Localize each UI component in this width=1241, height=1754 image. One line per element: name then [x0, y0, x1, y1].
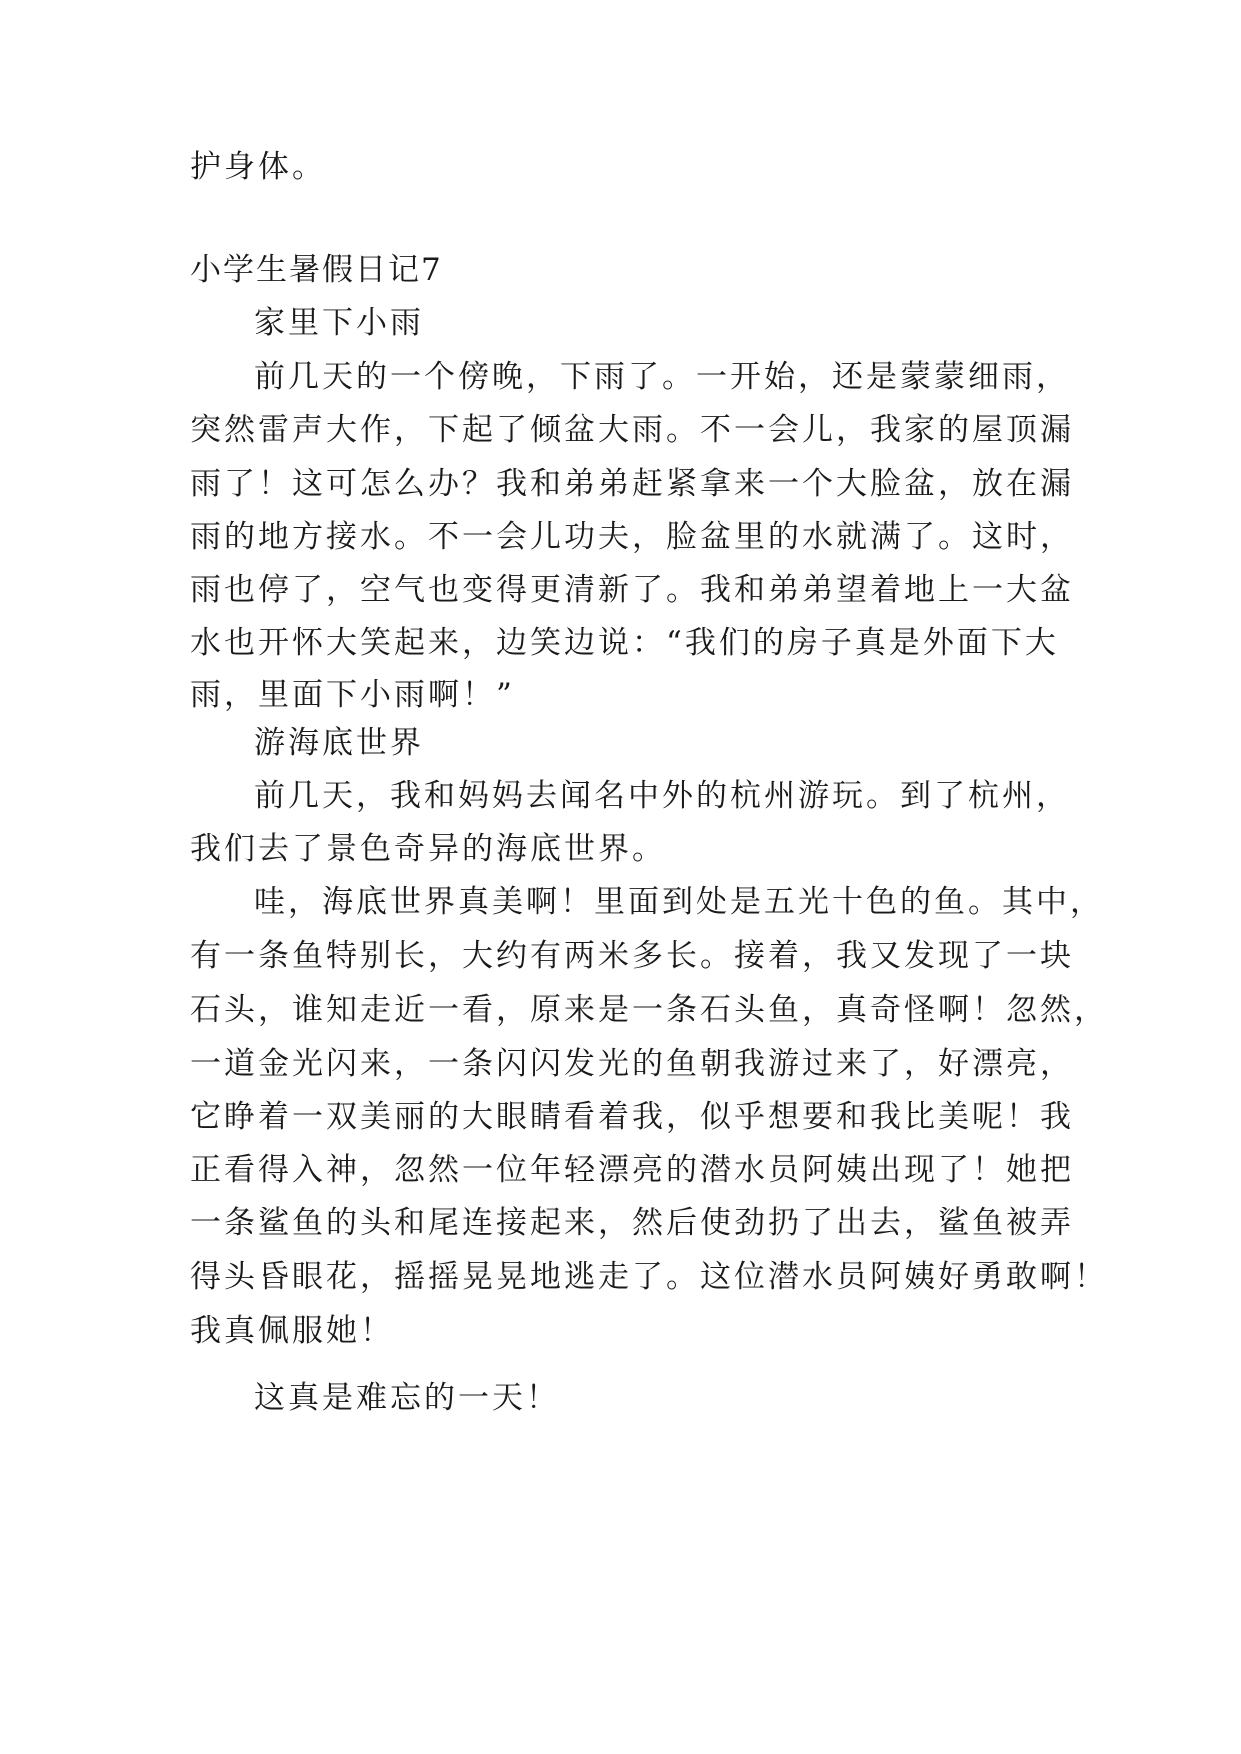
closing-line: 这真是难忘的一天！: [254, 1380, 560, 1416]
paragraph-line: 雨的地方接水。不一会儿功夫，脸盆里的水就满了。这时，: [190, 519, 1074, 555]
subheading: 家里下小雨: [254, 305, 424, 341]
paragraph-line: 突然雷声大作，下起了倾盆大雨。不一会儿，我家的屋顶漏: [190, 412, 1074, 448]
subheading: 游海底世界: [254, 725, 424, 761]
paragraph-line: 得头昏眼花，摇摇晃晃地逃走了。这位潜水员阿姨好勇敢啊！: [190, 1259, 1108, 1295]
paragraph-line: 我们去了景色奇异的海底世界。: [190, 831, 666, 867]
paragraph-line: 前几天，我和妈妈去闻名中外的杭州游玩。到了杭州，: [254, 778, 1070, 814]
section-title: 小学生暑假日记7: [190, 252, 443, 288]
text-line: 护身体。: [190, 149, 326, 185]
paragraph-line: 它睁着一双美丽的大眼睛看着我，似乎想要和我比美呢！我: [190, 1099, 1074, 1135]
paragraph-line: 一道金光闪来，一条闪闪发光的鱼朝我游过来了，好漂亮，: [190, 1046, 1074, 1082]
paragraph-line: 我真佩服她！: [190, 1313, 394, 1349]
paragraph-line: 前几天的一个傍晚，下雨了。一开始，还是蒙蒙细雨，: [254, 359, 1070, 395]
paragraph-line: 哇，海底世界真美啊！里面到处是五光十色的鱼。其中，: [254, 884, 1104, 920]
paragraph-line: 雨了！这可怎么办？我和弟弟赶紧拿来一个大脸盆，放在漏: [190, 466, 1074, 502]
paragraph-line: 石头，谁知走近一看，原来是一条石头鱼，真奇怪啊！忽然，: [190, 992, 1108, 1028]
paragraph-line: 有一条鱼特别长，大约有两米多长。接着，我又发现了一块: [190, 938, 1074, 974]
paragraph-line: 正看得入神，忽然一位年轻漂亮的潜水员阿姨出现了！她把: [190, 1152, 1074, 1188]
paragraph-line: 水也开怀大笑起来，边笑边说：“我们的房子真是外面下大: [190, 625, 1059, 661]
paragraph-line: 一条鲨鱼的头和尾连接起来，然后使劲扔了出去，鲨鱼被弄: [190, 1205, 1074, 1241]
paragraph-line: 雨，里面下小雨啊！”: [190, 677, 515, 713]
paragraph-line: 雨也停了，空气也变得更清新了。我和弟弟望着地上一大盆: [190, 572, 1074, 608]
